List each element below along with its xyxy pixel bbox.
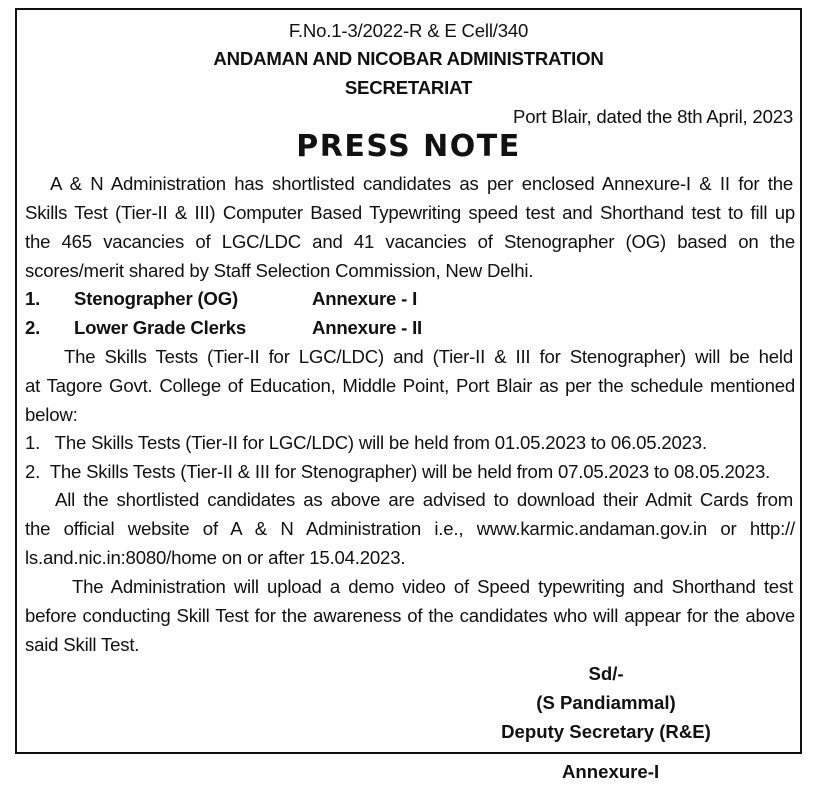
post-row-2 — [25, 313, 795, 342]
page-title: PRESS NOTE — [296, 129, 521, 164]
para3-line-3: ls.and.nic.in:8080/home on or after 15.04.2023. — [25, 547, 406, 568]
place-date: Port Blair, dated the 8th April, 2023 — [513, 106, 793, 127]
para3-line-2: the official website of A & N Administration i.e., www.karmic.andaman.gov.in or http:// — [25, 518, 795, 539]
department-name: SECRETARIAT — [344, 77, 473, 98]
signatory-designation: Deputy Secretary (R&E) — [501, 721, 711, 742]
signature-sd: Sd/- — [588, 663, 624, 684]
para4-line-1: The Administration will upload a demo video of Speed typewriting and Shorthand test — [72, 576, 793, 597]
post-number: 2. — [25, 317, 41, 338]
post-number: 1. — [25, 288, 41, 309]
post-row-1 — [25, 284, 795, 313]
post-name: Stenographer (OG) — [74, 288, 238, 309]
next-annexure-heading: Annexure-I — [562, 761, 660, 782]
schedule-item-2: 2. The Skills Tests (Tier-II & III for Stenographer) will be held from 07.05.2023 to 08.05.2023. — [25, 461, 771, 482]
para2-line-3: below: — [25, 404, 78, 425]
para4-line-2: before conducting Skill Test for the awareness of the candidates who will appear for the above — [25, 605, 795, 626]
para3-line-1: All the shortlisted candidates as above are advised to download their Admit Cards from — [55, 489, 793, 510]
para1-line-4: scores/merit shared by Staff Selection Commission, New Delhi. — [25, 260, 534, 281]
para4-line-3: said Skill Test. — [25, 634, 140, 655]
para1-line-3: the 465 vacancies of LGC/LDC and 41 vacancies of Stenographer (OG) based on the — [25, 231, 795, 252]
organization-name: ANDAMAN AND NICOBAR ADMINISTRATION — [213, 48, 604, 69]
signatory-name: (S Pandiammal) — [536, 692, 676, 713]
schedule-item-1: 1. The Skills Tests (Tier-II for LGC/LDC) will be held from 01.05.2023 to 06.05.2023. — [25, 432, 707, 453]
para2-line-2: at Tagore Govt. College of Education, Middle Point, Port Blair as per the schedule mentioned — [25, 375, 795, 396]
post-annexure: Annexure - I — [312, 288, 418, 309]
post-annexure: Annexure - II — [312, 317, 423, 338]
para1-line-1: A & N Administration has shortlisted candidates as per enclosed Annexure-I & II for the — [50, 173, 793, 194]
para2-line-1: The Skills Tests (Tier-II for LGC/LDC) and (Tier-II & III for Stenographer) will be held — [64, 346, 793, 367]
file-number: F.No.1-3/2022-R & E Cell/340 — [288, 20, 529, 41]
para1-line-2: Skills Test (Tier-II & III) Computer Based Typewriting speed test and Shorthand test to fill up — [25, 202, 795, 223]
post-name: Lower Grade Clerks — [74, 317, 247, 338]
